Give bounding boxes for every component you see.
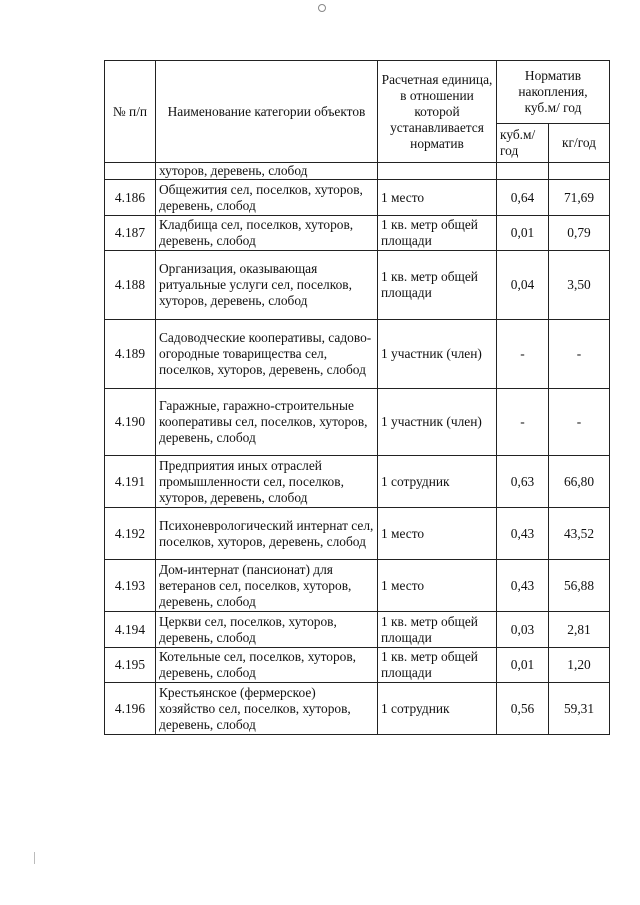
cell-number: 4.186 xyxy=(105,180,156,216)
cell-category-name: Психоневрологический интернат сел, поселков, хуторов, деревень, слобод xyxy=(156,508,378,560)
cell-calc-unit: 1 место xyxy=(378,560,497,612)
cell-category-name: Предприятия иных отраслей промышленности сел, поселков, хуторов, деревень, слобод xyxy=(156,456,378,508)
table-row xyxy=(105,683,610,735)
cell-category-name: Садоводческие кооперативы, садово-огородные товарищества сел, поселков, хуторов, деревень, слобод xyxy=(156,320,378,389)
cell-number: 4.191 xyxy=(105,456,156,508)
cell-number: 4.196 xyxy=(105,683,156,735)
table-row xyxy=(105,251,610,320)
table-row xyxy=(105,508,610,560)
table-row xyxy=(105,216,610,251)
header-number: № п/п xyxy=(105,61,156,163)
cell-norm-kg: 71,69 xyxy=(549,180,610,216)
cell-category-name: Крестьянское (фермерское) хозяйство сел, поселков, хуторов, деревень, слобод xyxy=(156,683,378,735)
cell-norm-kg: 2,81 xyxy=(549,612,610,648)
cell-calc-unit xyxy=(378,163,497,180)
cell-calc-unit: 1 участник (член) xyxy=(378,389,497,456)
cell-calc-unit: 1 кв. метр общей площади xyxy=(378,648,497,683)
cell-norm-m3 xyxy=(497,163,549,180)
cell-norm-m3: 0,56 xyxy=(497,683,549,735)
cell-norm-m3: 0,43 xyxy=(497,508,549,560)
cell-number xyxy=(105,163,156,180)
table-row xyxy=(105,389,610,456)
table-row xyxy=(105,456,610,508)
cell-norm-kg: 56,88 xyxy=(549,560,610,612)
table-row xyxy=(105,648,610,683)
table-row xyxy=(105,180,610,216)
cell-category-name: Общежития сел, поселков, хуторов, деревень, слобод xyxy=(156,180,378,216)
cell-norm-kg xyxy=(549,163,610,180)
table-body xyxy=(105,163,610,735)
cell-norm-kg: - xyxy=(549,389,610,456)
cell-norm-kg: - xyxy=(549,320,610,389)
cell-category-name: Кладбища сел, поселков, хуторов, деревень, слобод xyxy=(156,216,378,251)
cell-calc-unit: 1 сотрудник xyxy=(378,683,497,735)
cell-number: 4.193 xyxy=(105,560,156,612)
table-row xyxy=(105,612,610,648)
cell-norm-m3: - xyxy=(497,320,549,389)
cell-norm-m3: 0,03 xyxy=(497,612,549,648)
cell-norm-m3: 0,04 xyxy=(497,251,549,320)
scan-edge-mark xyxy=(34,852,35,864)
cell-calc-unit: 1 место xyxy=(378,180,497,216)
cell-norm-m3: 0,01 xyxy=(497,648,549,683)
cell-category-name: Организация, оказывающая ритуальные услуги сел, поселков, хуторов, деревень, слобод xyxy=(156,251,378,320)
header-norm-m3: куб.м/ год xyxy=(497,124,549,163)
cell-norm-m3: 0,63 xyxy=(497,456,549,508)
scan-hole-mark xyxy=(318,4,326,12)
cell-category-name: Дом-интернат (пансионат) для ветеранов сел, поселков, хуторов, деревень, слобод xyxy=(156,560,378,612)
cell-number: 4.187 xyxy=(105,216,156,251)
cell-norm-m3: - xyxy=(497,389,549,456)
cell-norm-m3: 0,43 xyxy=(497,560,549,612)
cell-calc-unit: 1 место xyxy=(378,508,497,560)
header-norm-kg: кг/год xyxy=(549,124,610,163)
cell-category-name: Гаражные, гаражно-строительные кооперативы сел, поселков, хуторов, деревень, слобод xyxy=(156,389,378,456)
cell-norm-kg: 66,80 xyxy=(549,456,610,508)
cell-norm-m3: 0,01 xyxy=(497,216,549,251)
cell-number: 4.195 xyxy=(105,648,156,683)
cell-number: 4.188 xyxy=(105,251,156,320)
cell-category-name: Церкви сел, поселков, хуторов, деревень, слобод xyxy=(156,612,378,648)
cell-calc-unit: 1 кв. метр общей площади xyxy=(378,216,497,251)
cell-category-name: хуторов, деревень, слобод xyxy=(156,163,378,180)
header-calc-unit: Расчетная единица, в отношении которой устанавливается норматив xyxy=(378,61,497,163)
cell-number: 4.189 xyxy=(105,320,156,389)
cell-number: 4.190 xyxy=(105,389,156,456)
table-row xyxy=(105,320,610,389)
cell-number: 4.194 xyxy=(105,612,156,648)
continuation-row xyxy=(105,163,610,180)
cell-calc-unit: 1 кв. метр общей площади xyxy=(378,612,497,648)
cell-calc-unit: 1 кв. метр общей площади xyxy=(378,251,497,320)
table-header xyxy=(105,61,610,163)
header-category-name: Наименование категории объектов xyxy=(156,61,378,163)
cell-calc-unit: 1 сотрудник xyxy=(378,456,497,508)
norms-table xyxy=(104,60,610,735)
cell-norm-kg: 0,79 xyxy=(549,216,610,251)
cell-number: 4.192 xyxy=(105,508,156,560)
cell-norm-kg: 59,31 xyxy=(549,683,610,735)
cell-norm-kg: 1,20 xyxy=(549,648,610,683)
table-row xyxy=(105,560,610,612)
cell-norm-kg: 43,52 xyxy=(549,508,610,560)
header-norm: Норматив накопления, куб.м/ год xyxy=(497,61,610,124)
cell-norm-kg: 3,50 xyxy=(549,251,610,320)
cell-norm-m3: 0,64 xyxy=(497,180,549,216)
cell-category-name: Котельные сел, поселков, хуторов, деревень, слобод xyxy=(156,648,378,683)
cell-calc-unit: 1 участник (член) xyxy=(378,320,497,389)
